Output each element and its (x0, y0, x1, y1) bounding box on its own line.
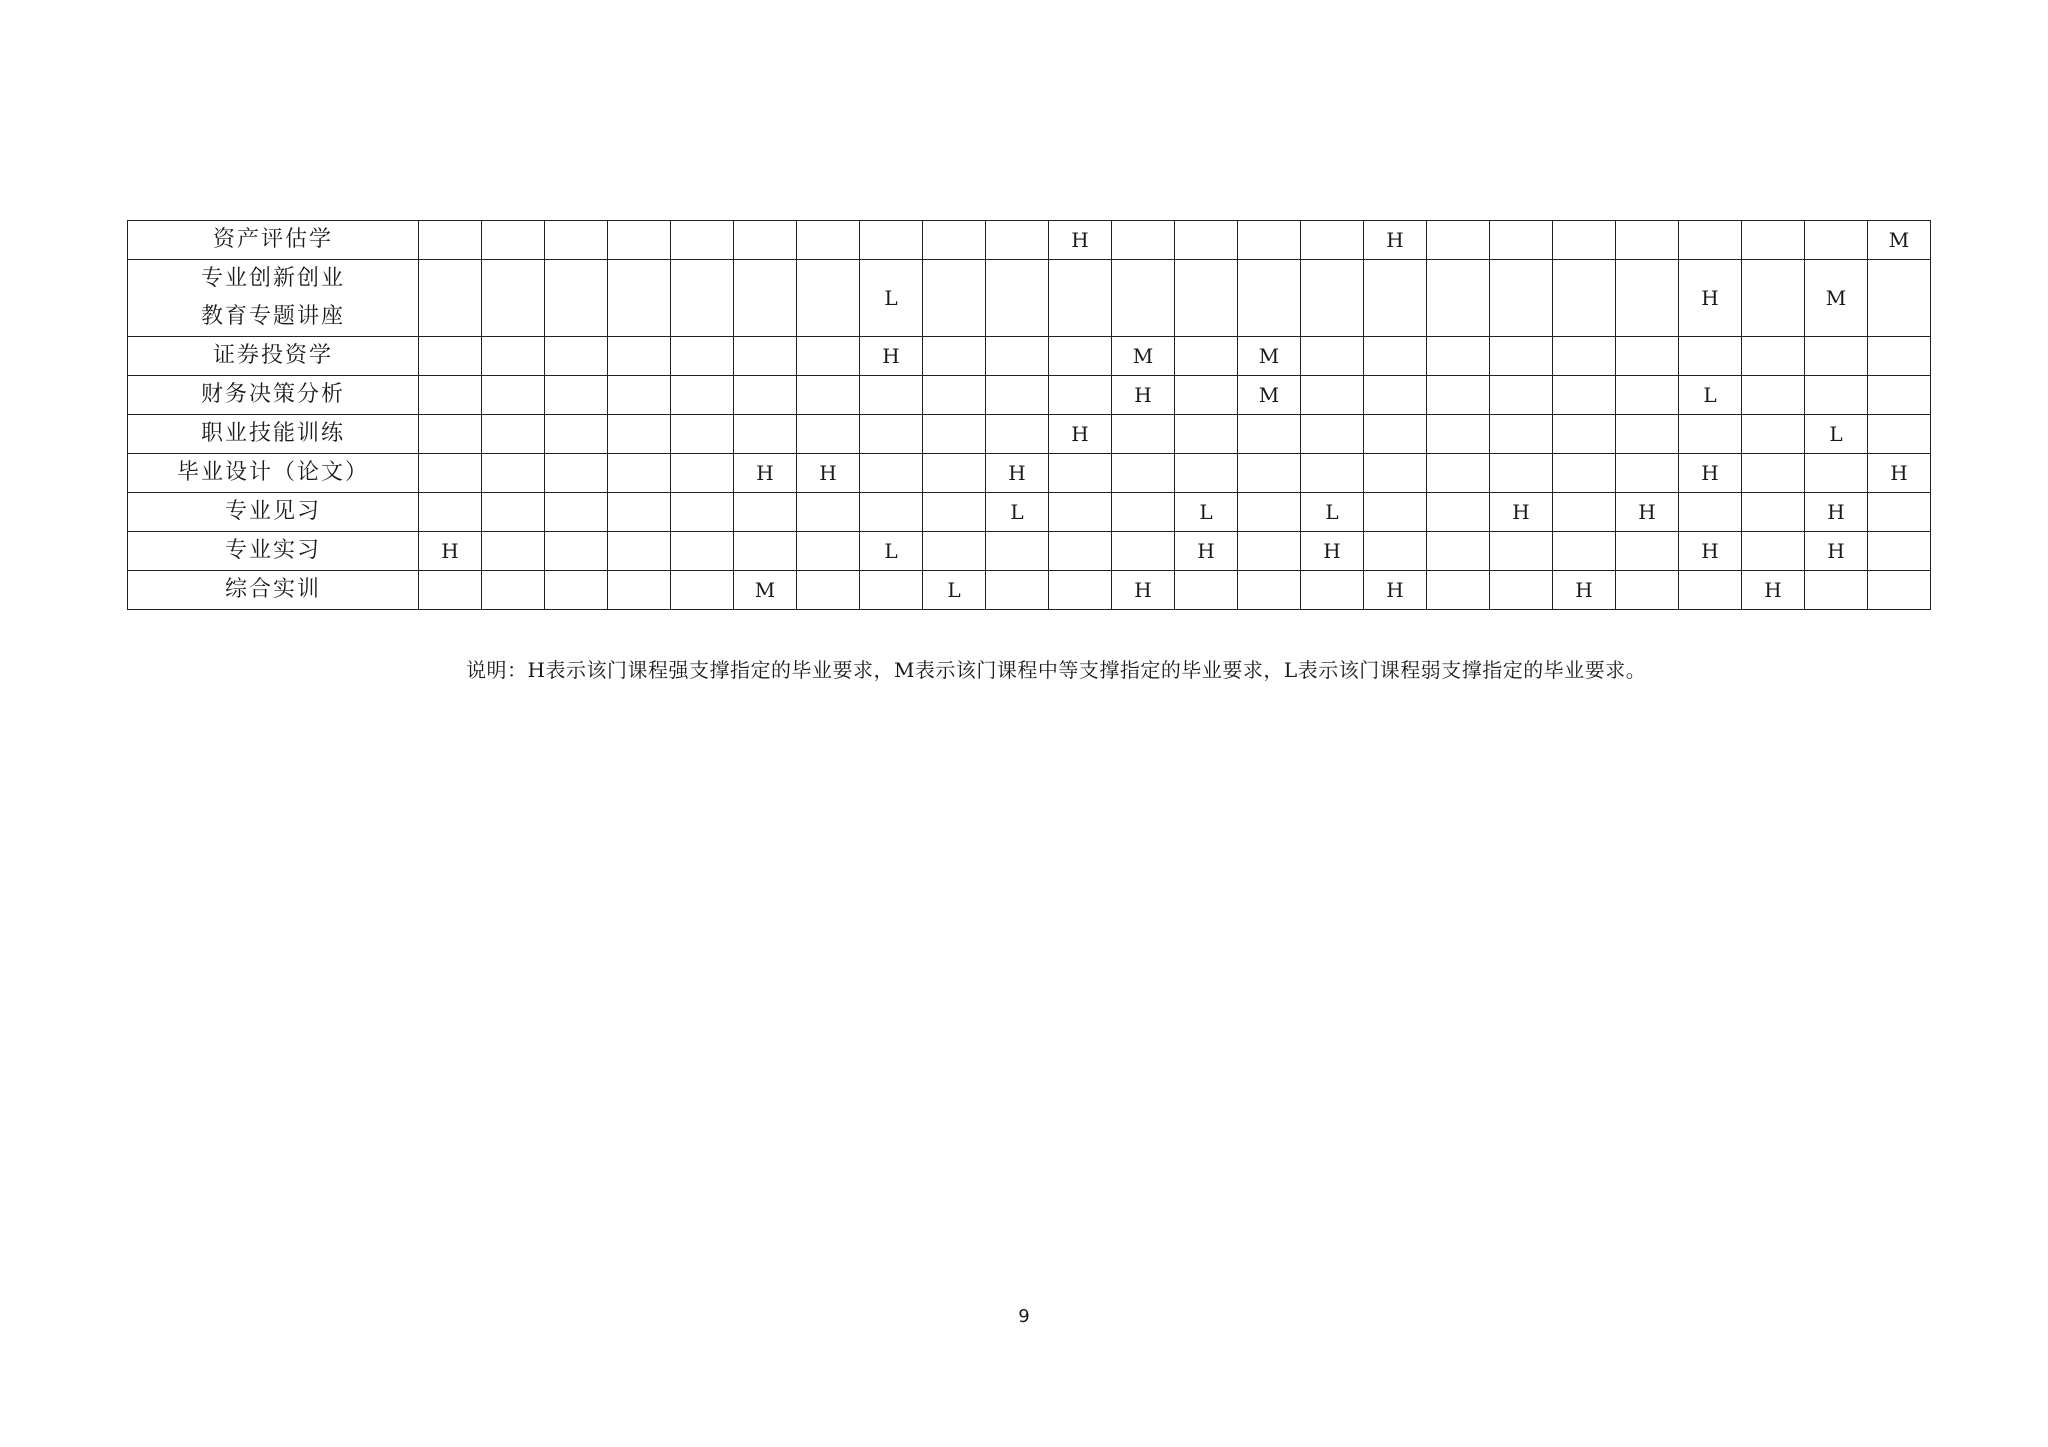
support-level-cell (1616, 221, 1679, 260)
support-level-cell (923, 454, 986, 493)
support-level-cell (1427, 571, 1490, 610)
support-level-cell (545, 532, 608, 571)
support-level-cell (671, 221, 734, 260)
support-level-cell: H (1049, 415, 1112, 454)
support-level-cell (1427, 532, 1490, 571)
support-level-cell (1049, 493, 1112, 532)
support-level-cell (671, 454, 734, 493)
support-level-cell: H (1175, 532, 1238, 571)
support-level-cell (923, 532, 986, 571)
support-level-cell (986, 337, 1049, 376)
support-level-cell (1490, 415, 1553, 454)
support-level-cell (608, 532, 671, 571)
support-level-cell (1553, 454, 1616, 493)
support-level-cell: H (1805, 532, 1868, 571)
support-level-cell (608, 221, 671, 260)
support-level-cell (1490, 260, 1553, 337)
support-level-cell (1175, 376, 1238, 415)
support-level-cell (797, 415, 860, 454)
support-level-cell (1301, 337, 1364, 376)
support-level-cell (671, 493, 734, 532)
course-name-cell (128, 532, 419, 571)
support-level-cell: H (1616, 493, 1679, 532)
support-level-cell: H (1364, 221, 1427, 260)
support-level-cell (1616, 571, 1679, 610)
support-level-cell (419, 221, 482, 260)
support-level-cell: H (1049, 221, 1112, 260)
support-level-cell (1553, 493, 1616, 532)
support-level-cell (1427, 260, 1490, 337)
support-level-cell (1238, 454, 1301, 493)
support-level-cell (1868, 493, 1931, 532)
support-level-cell (1490, 532, 1553, 571)
course-name-cell (128, 493, 419, 532)
table-row (128, 532, 1931, 571)
support-level-cell (545, 454, 608, 493)
support-level-cell (860, 415, 923, 454)
support-level-cell (1553, 260, 1616, 337)
support-level-cell (1301, 221, 1364, 260)
support-level-cell (482, 532, 545, 571)
support-level-cell (797, 260, 860, 337)
course-name-cell (128, 376, 419, 415)
support-level-cell (482, 376, 545, 415)
support-level-cell (1742, 532, 1805, 571)
support-level-cell (1175, 571, 1238, 610)
support-level-cell (1049, 571, 1112, 610)
support-level-cell: H (1112, 376, 1175, 415)
support-level-cell: L (1679, 376, 1742, 415)
support-level-cell (482, 415, 545, 454)
support-level-cell (860, 376, 923, 415)
support-level-cell (1301, 454, 1364, 493)
support-level-cell (608, 571, 671, 610)
support-level-cell (1742, 376, 1805, 415)
support-level-cell (671, 376, 734, 415)
support-level-cell (1049, 454, 1112, 493)
support-level-cell (734, 415, 797, 454)
table-row (128, 493, 1931, 532)
support-level-cell (608, 415, 671, 454)
support-level-cell (797, 571, 860, 610)
support-level-cell (1553, 415, 1616, 454)
support-level-cell: H (1679, 532, 1742, 571)
table-row (128, 571, 1931, 610)
support-level-cell: H (1742, 571, 1805, 610)
support-level-cell (734, 376, 797, 415)
support-level-cell (1679, 415, 1742, 454)
support-level-cell (923, 493, 986, 532)
support-level-cell (860, 454, 923, 493)
support-level-cell (419, 415, 482, 454)
support-level-cell (1742, 260, 1805, 337)
support-level-cell (1805, 454, 1868, 493)
support-level-cell (545, 260, 608, 337)
table-row (128, 454, 1931, 493)
course-name-line: 教育专题讲座 (200, 304, 345, 329)
support-level-cell: M (1868, 221, 1931, 260)
support-level-cell (1112, 415, 1175, 454)
support-level-cell: L (986, 493, 1049, 532)
course-name-line: 专业实习 (224, 538, 321, 563)
support-level-cell (482, 221, 545, 260)
support-level-cell (1868, 571, 1931, 610)
support-level-cell (1427, 493, 1490, 532)
support-level-cell (860, 571, 923, 610)
support-level-cell (923, 415, 986, 454)
support-level-cell (986, 376, 1049, 415)
support-level-cell: H (860, 337, 923, 376)
course-requirement-matrix (127, 220, 1931, 610)
support-level-cell (419, 493, 482, 532)
support-level-cell (482, 337, 545, 376)
support-level-cell: H (1805, 493, 1868, 532)
support-level-cell (1427, 221, 1490, 260)
course-name-cell (128, 221, 419, 260)
support-level-cell (797, 532, 860, 571)
support-level-cell (1049, 376, 1112, 415)
support-level-cell (1616, 415, 1679, 454)
support-level-cell (1679, 221, 1742, 260)
support-level-cell (671, 532, 734, 571)
support-level-cell (1490, 221, 1553, 260)
support-level-cell (1238, 532, 1301, 571)
support-level-cell (1301, 260, 1364, 337)
support-level-cell (797, 221, 860, 260)
support-level-cell (734, 337, 797, 376)
support-level-cell (986, 221, 1049, 260)
support-level-cell (1805, 376, 1868, 415)
support-level-cell: H (797, 454, 860, 493)
support-level-cell (1238, 571, 1301, 610)
support-level-cell (923, 221, 986, 260)
support-level-cell: H (1679, 454, 1742, 493)
support-level-cell (545, 493, 608, 532)
support-level-cell (1238, 415, 1301, 454)
support-level-cell (1490, 337, 1553, 376)
support-level-cell (1238, 493, 1301, 532)
course-name-line: 证券投资学 (212, 343, 333, 368)
support-level-cell (545, 221, 608, 260)
support-level-cell (419, 260, 482, 337)
support-level-cell (1301, 571, 1364, 610)
support-level-cell: M (1805, 260, 1868, 337)
matrix-body (128, 221, 1931, 610)
support-level-cell: L (1175, 493, 1238, 532)
support-level-cell: H (1679, 260, 1742, 337)
course-name-line: 专业创新创业 (200, 266, 345, 291)
support-level-cell (608, 337, 671, 376)
support-level-cell (1679, 493, 1742, 532)
support-level-cell: H (419, 532, 482, 571)
support-level-cell (1616, 532, 1679, 571)
support-level-cell (1868, 415, 1931, 454)
support-level-cell (608, 376, 671, 415)
course-name-cell (128, 415, 419, 454)
support-level-cell (1112, 221, 1175, 260)
support-level-cell: M (734, 571, 797, 610)
support-level-cell: H (1364, 571, 1427, 610)
legend-note: 说明：H表示该门课程强支撑指定的毕业要求，M表示该门课程中等支撑指定的毕业要求，L表示该门课程弱支撑指定的毕业要求。 (466, 658, 1647, 682)
support-level-cell (1049, 532, 1112, 571)
support-level-cell: M (1112, 337, 1175, 376)
support-level-cell (482, 454, 545, 493)
course-name-line: 职业技能训练 (200, 421, 345, 446)
support-level-cell: H (986, 454, 1049, 493)
support-level-cell (671, 415, 734, 454)
course-name-cell (128, 337, 419, 376)
support-level-cell (1427, 376, 1490, 415)
support-level-cell (608, 454, 671, 493)
support-level-cell: H (1553, 571, 1616, 610)
support-level-cell (986, 532, 1049, 571)
support-level-cell (545, 415, 608, 454)
support-level-cell (1364, 454, 1427, 493)
table-row (128, 415, 1931, 454)
support-level-cell: M (1238, 337, 1301, 376)
course-name-line: 财务决策分析 (200, 382, 345, 407)
support-level-cell (797, 376, 860, 415)
page-number: 9 (1018, 1306, 1030, 1327)
support-level-cell (797, 493, 860, 532)
support-level-cell (1553, 221, 1616, 260)
support-level-cell (1364, 376, 1427, 415)
support-level-cell (1868, 532, 1931, 571)
support-level-cell (1364, 337, 1427, 376)
course-name-line: 资产评估学 (212, 227, 333, 252)
support-level-cell (986, 571, 1049, 610)
support-level-cell (1679, 571, 1742, 610)
table-row (128, 376, 1931, 415)
support-level-cell: L (923, 571, 986, 610)
support-level-cell (1427, 337, 1490, 376)
support-level-cell (1742, 493, 1805, 532)
support-level-cell (1175, 221, 1238, 260)
support-level-cell (1742, 221, 1805, 260)
table-row (128, 221, 1931, 260)
support-level-cell (1868, 337, 1931, 376)
support-level-cell (797, 337, 860, 376)
support-level-cell (1742, 337, 1805, 376)
support-level-cell (734, 221, 797, 260)
support-level-cell (734, 260, 797, 337)
course-name-line: 专业见习 (224, 499, 321, 524)
support-level-cell (482, 571, 545, 610)
support-level-cell: H (1490, 493, 1553, 532)
support-level-cell: H (1301, 532, 1364, 571)
support-level-cell (1427, 415, 1490, 454)
support-level-cell: H (734, 454, 797, 493)
support-level-cell: L (860, 532, 923, 571)
support-level-cell (1238, 221, 1301, 260)
support-level-cell (1553, 376, 1616, 415)
support-level-cell (1112, 454, 1175, 493)
support-level-cell: L (1301, 493, 1364, 532)
support-level-cell (860, 221, 923, 260)
support-level-cell (608, 493, 671, 532)
support-level-cell (1364, 260, 1427, 337)
support-level-cell (1553, 532, 1616, 571)
support-level-cell (734, 493, 797, 532)
support-level-cell (1301, 376, 1364, 415)
support-level-cell (1805, 221, 1868, 260)
support-level-cell (1175, 415, 1238, 454)
support-level-cell (1049, 260, 1112, 337)
support-level-cell (545, 376, 608, 415)
course-name-line: 毕业设计（论文） (176, 460, 369, 485)
support-level-cell (419, 376, 482, 415)
support-level-cell (545, 571, 608, 610)
support-level-cell (1616, 376, 1679, 415)
support-level-cell (923, 376, 986, 415)
support-level-cell (671, 337, 734, 376)
support-level-cell (986, 415, 1049, 454)
support-level-cell (1742, 415, 1805, 454)
support-level-cell (482, 493, 545, 532)
support-level-cell: L (1805, 415, 1868, 454)
support-level-cell (986, 260, 1049, 337)
support-level-cell (1238, 260, 1301, 337)
support-level-cell (419, 571, 482, 610)
support-level-cell (1490, 376, 1553, 415)
support-level-cell: H (1868, 454, 1931, 493)
support-level-cell (1364, 415, 1427, 454)
support-level-cell (1364, 532, 1427, 571)
support-level-cell (1616, 454, 1679, 493)
course-name-cell (128, 454, 419, 493)
support-level-cell (1805, 337, 1868, 376)
support-level-cell (1742, 454, 1805, 493)
support-level-cell (671, 571, 734, 610)
support-level-cell (1490, 571, 1553, 610)
support-level-cell (482, 260, 545, 337)
support-level-cell (1175, 454, 1238, 493)
support-level-cell: H (1112, 571, 1175, 610)
course-name-cell (128, 260, 419, 337)
support-level-cell (419, 337, 482, 376)
support-level-cell (1679, 337, 1742, 376)
support-level-cell (1868, 376, 1931, 415)
support-level-cell (1805, 571, 1868, 610)
support-level-cell (1301, 415, 1364, 454)
support-level-cell (671, 260, 734, 337)
course-name-line: 综合实训 (224, 577, 321, 602)
support-level-cell (1112, 260, 1175, 337)
support-level-cell (1553, 337, 1616, 376)
table-row (128, 337, 1931, 376)
support-level-cell (1112, 493, 1175, 532)
support-level-cell (1364, 493, 1427, 532)
support-level-cell (545, 337, 608, 376)
support-level-cell (734, 532, 797, 571)
support-level-cell (1112, 532, 1175, 571)
support-level-cell (1427, 454, 1490, 493)
support-level-cell (860, 493, 923, 532)
support-level-cell (923, 337, 986, 376)
support-level-cell (1175, 260, 1238, 337)
support-level-cell (1616, 337, 1679, 376)
support-level-cell (923, 260, 986, 337)
support-level-cell: M (1238, 376, 1301, 415)
support-level-cell (1175, 337, 1238, 376)
course-name-cell (128, 571, 419, 610)
table-row (128, 260, 1931, 337)
support-level-cell (608, 260, 671, 337)
support-level-cell: L (860, 260, 923, 337)
support-level-cell (1616, 260, 1679, 337)
support-level-cell (1490, 454, 1553, 493)
support-level-cell (1868, 260, 1931, 337)
support-level-cell (419, 454, 482, 493)
support-level-cell (1049, 337, 1112, 376)
